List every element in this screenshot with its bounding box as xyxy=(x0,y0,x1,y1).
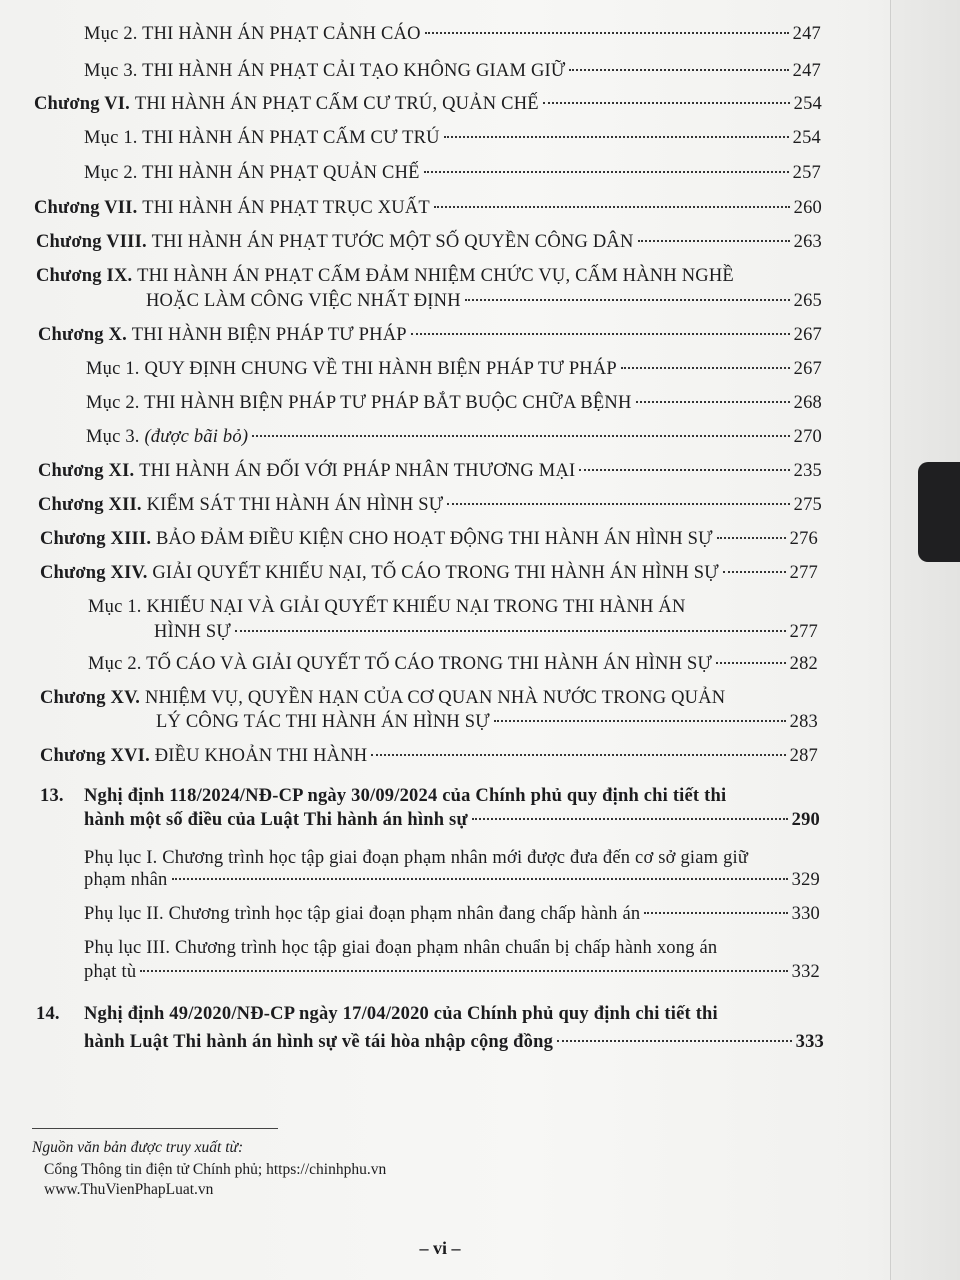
toc-entry xyxy=(84,59,821,83)
decree-title-line2: hành một số điều của Luật Thi hành án hình sự xyxy=(84,810,468,830)
toc-entry xyxy=(86,425,822,449)
entry-label: Mục 2. xyxy=(84,24,143,44)
entry-page: 265 xyxy=(793,291,822,311)
dot-leader xyxy=(644,912,787,914)
toc-entry xyxy=(36,230,822,254)
entry-label: Chương XIV. xyxy=(40,563,153,583)
entry-title: KIỂM SÁT THI HÀNH ÁN HÌNH SỰ xyxy=(146,495,444,515)
entry-label: Mục 1. xyxy=(86,359,145,379)
next-page-edge xyxy=(890,0,960,1280)
page-edge-line xyxy=(890,0,891,1280)
dot-leader xyxy=(172,878,788,880)
entry-page: 277 xyxy=(789,563,818,583)
entry-title: THI HÀNH BIỆN PHÁP TƯ PHÁP BẮT BUỘC CHỮA BỆNH xyxy=(144,393,632,413)
entry-page: 235 xyxy=(793,461,822,481)
entry-page: 282 xyxy=(789,654,818,674)
entry-title: (được bãi bỏ) xyxy=(144,427,249,447)
dot-leader xyxy=(444,136,789,138)
toc-entry xyxy=(38,459,822,483)
entry-title: GIẢI QUYẾT KHIẾU NẠI, TỐ CÁO TRONG THI HÀNH ÁN HÌNH SỰ xyxy=(152,563,719,583)
appendix-line1: Phụ lục I. Chương trình học tập giai đoạn phạm nhân mới được đưa đến cơ sở giam giữ xyxy=(84,848,749,868)
entry-label: Chương VII. xyxy=(34,198,143,218)
entry-page: 267 xyxy=(793,359,822,379)
dot-leader xyxy=(425,32,789,34)
dot-leader xyxy=(723,571,786,573)
decree-number: 13. xyxy=(40,786,64,806)
entry-title: THI HÀNH ÁN PHẠT TRỤC XUẤT xyxy=(142,198,430,218)
entry-page: 277 xyxy=(789,622,818,642)
entry-title: KHIẾU NẠI VÀ GIẢI QUYẾT KHIẾU NẠI TRONG THI HÀNH ÁN xyxy=(146,597,686,617)
footnote-source-2: www.ThuVienPhapLuat.vn xyxy=(44,1181,214,1198)
dot-leader xyxy=(638,240,790,242)
entry-label: Mục 2. xyxy=(84,163,143,183)
appendix-line2: phạm nhân xyxy=(84,870,168,890)
dot-leader xyxy=(371,754,785,756)
toc-entry xyxy=(34,196,822,220)
entry-title: THI HÀNH ÁN ĐỐI VỚI PHÁP NHÂN THƯƠNG MẠI xyxy=(139,461,576,481)
appendix-line2: phạt tù xyxy=(84,962,137,982)
entry-label: Chương VI. xyxy=(34,94,135,114)
entry-page: 257 xyxy=(792,163,821,183)
entry-title: THI HÀNH ÁN PHẠT CẤM ĐẢM NHIỆM CHỨC VỤ, CẤM HÀNH NGHỀ xyxy=(137,266,734,286)
toc-entry-line1 xyxy=(36,264,734,288)
toc-entry xyxy=(86,357,822,381)
dot-leader xyxy=(447,503,789,505)
footnote-divider xyxy=(32,1128,278,1129)
toc-entry xyxy=(154,620,818,644)
entry-label: Mục 1. xyxy=(84,128,143,148)
entry-label: Chương XII. xyxy=(38,495,147,515)
entry-title: BẢO ĐẢM ĐIỀU KIỆN CHO HOẠT ĐỘNG THI HÀNH ÁN HÌNH SỰ xyxy=(155,529,713,549)
decree-title-line1: Nghị định 49/2020/NĐ-CP ngày 17/04/2020 của Chính phủ quy định chi tiết thi xyxy=(84,1004,718,1024)
entry-title: THI HÀNH ÁN PHẠT CẤM CƯ TRÚ xyxy=(142,128,440,148)
entry-title: THI HÀNH ÁN PHẠT CẢI TẠO KHÔNG GIAM GIỮ xyxy=(142,61,566,81)
entry-label: Mục 2. xyxy=(86,393,145,413)
entry-page: 333 xyxy=(795,1032,824,1052)
entry-page: 263 xyxy=(793,232,822,252)
toc-entry xyxy=(40,561,818,585)
entry-label: Chương VIII. xyxy=(36,232,152,252)
dot-leader xyxy=(579,469,789,471)
entry-page: 290 xyxy=(791,810,820,830)
entry-title-cont: LÝ CÔNG TÁC THI HÀNH ÁN HÌNH SỰ xyxy=(156,712,490,732)
toc-entry xyxy=(38,493,822,517)
dot-leader xyxy=(140,970,787,972)
entry-page: 247 xyxy=(792,61,821,81)
entry-label: Mục 3. xyxy=(86,427,145,447)
entry-title-cont: HÌNH SỰ xyxy=(154,622,231,642)
entry-label: Chương X. xyxy=(38,325,132,345)
entry-page: 275 xyxy=(793,495,822,515)
entry-label: Mục 3. xyxy=(84,61,143,81)
toc-entry xyxy=(84,126,821,150)
toc-entry xyxy=(34,92,822,116)
dot-leader xyxy=(465,299,790,301)
toc-entry xyxy=(40,744,818,768)
appendix-line1: Phụ lục III. Chương trình học tập giai đoạn phạm nhân chuẩn bị chấp hành xong án xyxy=(84,938,718,958)
toc-entry xyxy=(84,161,821,185)
dot-leader xyxy=(434,206,790,208)
entry-title: THI HÀNH BIỆN PHÁP TƯ PHÁP xyxy=(131,325,407,345)
entry-title: ĐIỀU KHOẢN THI HÀNH xyxy=(154,746,368,766)
dot-leader xyxy=(621,367,790,369)
toc-entry xyxy=(84,960,820,984)
footnote-heading: Nguồn văn bản được truy xuất từ: xyxy=(32,1139,244,1156)
dot-leader xyxy=(543,102,790,104)
entry-page: 287 xyxy=(789,746,818,766)
decree-title-line1: Nghị định 118/2024/NĐ-CP ngày 30/09/2024 của Chính phủ quy định chi tiết thi xyxy=(84,786,727,806)
entry-title: NHIỆM VỤ, QUYỀN HẠN CỦA CƠ QUAN NHÀ NƯỚC TRONG QUẢN xyxy=(144,688,726,708)
toc-entry xyxy=(86,391,822,415)
toc-entry xyxy=(84,902,820,926)
entry-title: TỐ CÁO VÀ GIẢI QUYẾT TỐ CÁO TRONG THI HÀNH ÁN HÌNH SỰ xyxy=(146,654,713,674)
entry-page: 329 xyxy=(791,870,820,890)
entry-page: 268 xyxy=(793,393,822,413)
dot-leader xyxy=(717,537,786,539)
entry-page: 276 xyxy=(789,529,818,549)
toc-entry xyxy=(84,22,821,46)
toc-entry xyxy=(88,652,818,676)
entry-title-cont: HOẶC LÀM CÔNG VIỆC NHẤT ĐỊNH xyxy=(146,291,461,311)
entry-title: THI HÀNH ÁN PHẠT CẢNH CÁO xyxy=(142,24,421,44)
dot-leader xyxy=(472,818,788,820)
toc-entry xyxy=(146,289,822,313)
decree-number: 14. xyxy=(36,1004,60,1024)
toc-entry xyxy=(84,808,820,832)
entry-page: 247 xyxy=(792,24,821,44)
entry-page: 283 xyxy=(789,712,818,732)
entry-page: 267 xyxy=(793,325,822,345)
entry-title: THI HÀNH ÁN PHẠT TƯỚC MỘT SỐ QUYỀN CÔNG DÂN xyxy=(151,232,634,252)
entry-page: 270 xyxy=(793,427,822,447)
footnote-source-1: Cổng Thông tin điện tử Chính phủ; https://chinhphu.vn xyxy=(44,1161,387,1178)
entry-label: Chương XIII. xyxy=(40,529,156,549)
decree-title-line2: hành Luật Thi hành án hình sự về tái hòa nhập cộng đồng xyxy=(84,1032,554,1052)
toc-entry xyxy=(84,868,820,892)
entry-label: Chương IX. xyxy=(36,266,138,286)
toc-entry-line1 xyxy=(88,595,686,619)
entry-page: 260 xyxy=(793,198,822,218)
dot-leader xyxy=(494,720,786,722)
entry-page: 330 xyxy=(791,904,820,924)
page-number: – vi – xyxy=(419,1238,461,1258)
toc-entry xyxy=(38,323,822,347)
dot-leader xyxy=(557,1040,792,1042)
toc-entry xyxy=(40,527,818,551)
appendix-line1: Phụ lục II. Chương trình học tập giai đoạn phạm nhân đang chấp hành án xyxy=(84,904,641,924)
dot-leader xyxy=(569,69,788,71)
index-tab xyxy=(918,462,960,562)
entry-title: THI HÀNH ÁN PHẠT CẤM CƯ TRÚ, QUẢN CHẾ xyxy=(134,94,539,114)
entry-title: THI HÀNH ÁN PHẠT QUẢN CHẾ xyxy=(142,163,420,183)
entry-label: Mục 1. xyxy=(88,597,147,617)
dot-leader xyxy=(252,435,789,437)
entry-label: Chương XI. xyxy=(38,461,140,481)
entry-label: Chương XV. xyxy=(40,688,145,708)
dot-leader xyxy=(424,171,789,173)
dot-leader xyxy=(235,630,786,632)
toc-entry xyxy=(84,1030,824,1054)
toc-entry-line1 xyxy=(40,686,725,710)
dot-leader xyxy=(716,662,786,664)
entry-title: QUY ĐỊNH CHUNG VỀ THI HÀNH BIỆN PHÁP TƯ PHÁP xyxy=(144,359,617,379)
toc-entry xyxy=(156,710,818,734)
dot-leader xyxy=(636,401,790,403)
entry-label: Chương XVI. xyxy=(40,746,155,766)
entry-label: Mục 2. xyxy=(88,654,147,674)
entry-page: 332 xyxy=(791,962,820,982)
entry-page: 254 xyxy=(793,94,822,114)
entry-page: 254 xyxy=(792,128,821,148)
dot-leader xyxy=(411,333,790,335)
